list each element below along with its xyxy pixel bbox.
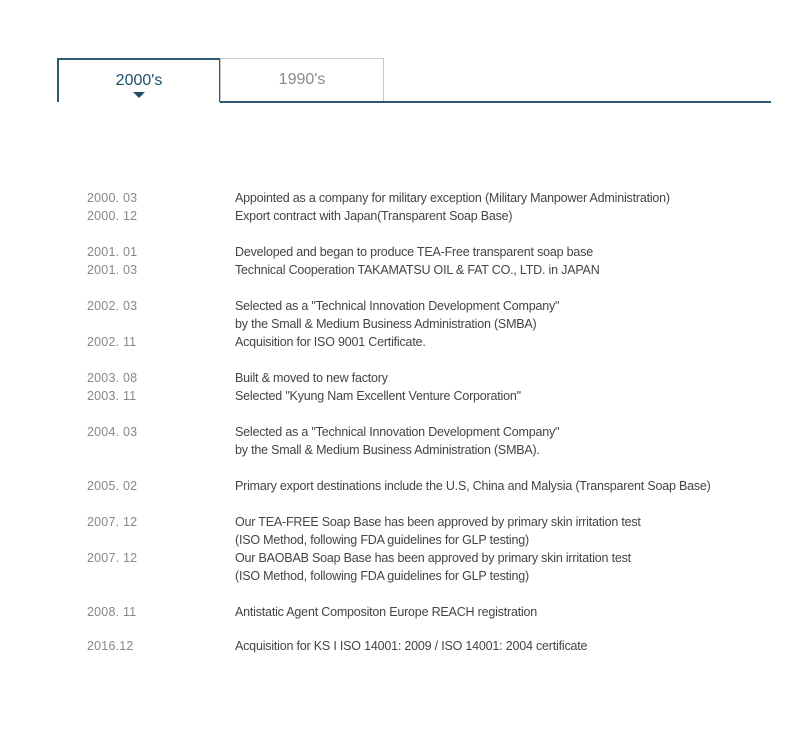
timeline-date: 2000. 03 [87,191,138,205]
timeline-text: by the Small & Medium Business Administration (SMBA) [235,317,537,331]
timeline-date: 2002. 11 [87,335,137,349]
timeline-text: Selected as a "Technical Innovation Development Company" [235,425,560,439]
timeline-date: 2000. 12 [87,209,138,223]
tab-2000s-label: 2000's [115,72,163,89]
timeline-text: Appointed as a company for military exception (Military Manpower Administration) [235,191,670,205]
timeline-row [0,315,810,333]
timeline-date: 2003. 11 [87,389,137,403]
timeline-row [0,261,810,279]
timeline-text: Acquisition for KS I ISO 14001: 2009 / ISO 14001: 2004 certificate [235,639,588,653]
timeline-text: Developed and began to produce TEA-Free transparent soap base [235,245,593,259]
timeline-date: 2005. 02 [87,479,138,493]
timeline-date: 2001. 03 [87,263,138,277]
timeline-text: Selected as a "Technical Innovation Development Company" [235,299,560,313]
caret-down-icon [133,92,145,98]
timeline-text: Export contract with Japan(Transparent Soap Base) [235,209,513,223]
timeline-text: by the Small & Medium Business Administration (SMBA). [235,443,540,457]
timeline-row [0,567,810,585]
timeline-date: 2002. 03 [87,299,138,313]
timeline-date: 2004. 03 [87,425,138,439]
timeline-text: (ISO Method, following FDA guidelines for GLP testing) [235,533,529,547]
timeline-row [0,531,810,549]
tab-2000s[interactable] [57,58,221,102]
tab-underline [220,101,771,103]
timeline-date: 2008. 11 [87,605,137,619]
timeline-text: Built & moved to new factory [235,371,388,385]
timeline-date: 2007. 12 [87,515,138,529]
timeline-text: Technical Cooperation TAKAMATSU OIL & FAT CO., LTD. in JAPAN [235,263,600,277]
timeline-row [0,423,810,441]
timeline-row [0,333,810,351]
timeline-row [0,477,810,495]
timeline-row [0,207,810,225]
timeline-date: 2001. 01 [87,245,138,259]
timeline-row [0,243,810,261]
tab-1990s[interactable] [220,58,384,101]
timeline-row [0,603,810,621]
timeline-text: Selected "Kyung Nam Excellent Venture Corporation" [235,389,521,403]
timeline-row [0,189,810,207]
timeline-text: (ISO Method, following FDA guidelines for GLP testing) [235,569,529,583]
timeline-text: Antistatic Agent Compositon Europe REACH registration [235,605,538,619]
decade-tabs [57,58,771,103]
timeline-row [0,387,810,405]
timeline-date: 2016.12 [87,639,134,653]
timeline-row [0,637,810,655]
timeline-row [0,513,810,531]
timeline-row [0,549,810,567]
timeline-row [0,441,810,459]
timeline-text: Our TEA-FREE Soap Base has been approved by primary skin irritation test [235,515,641,529]
timeline-text: Primary export destinations include the U.S, China and Malysia (Transparent Soap Base) [235,479,711,493]
timeline-row [0,297,810,315]
timeline-text: Our BAOBAB Soap Base has been approved by primary skin irritation test [235,551,631,565]
timeline-text: Acquisition for ISO 9001 Certificate. [235,335,426,349]
timeline-row [0,369,810,387]
timeline-date: 2003. 08 [87,371,138,385]
tab-1990s-label: 1990's [278,71,326,88]
timeline-date: 2007. 12 [87,551,138,565]
